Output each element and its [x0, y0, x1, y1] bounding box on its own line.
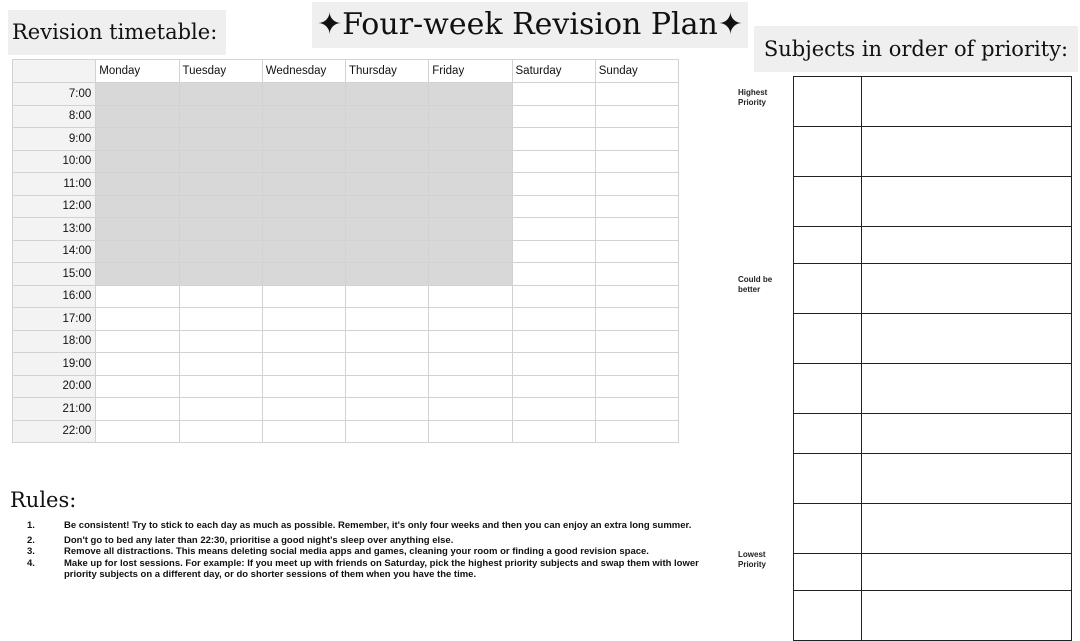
- priority-rank-cell[interactable]: [794, 364, 862, 414]
- timetable-cell[interactable]: [179, 330, 262, 353]
- priority-subject-cell[interactable]: [862, 591, 1072, 641]
- timetable-cell[interactable]: [96, 398, 179, 421]
- timetable-row: [13, 308, 679, 331]
- rule-item: [22, 558, 722, 581]
- timetable-cell[interactable]: [429, 398, 512, 421]
- timetable-cell[interactable]: [262, 218, 345, 241]
- revision-timetable: [12, 59, 679, 443]
- time-label: 7:00: [13, 83, 96, 106]
- time-label: 19:00: [13, 353, 96, 376]
- rules-list: [22, 520, 722, 581]
- timetable-cell[interactable]: [512, 263, 595, 286]
- timetable-cell[interactable]: [346, 353, 429, 376]
- priority-subject-cell[interactable]: [862, 314, 1072, 364]
- timetable-row: [13, 375, 679, 398]
- timetable-cell[interactable]: [346, 195, 429, 218]
- priority-subject-cell[interactable]: [862, 504, 1072, 554]
- timetable-cell[interactable]: [429, 240, 512, 263]
- priority-rank-cell[interactable]: [794, 554, 862, 591]
- timetable-row: [13, 240, 679, 263]
- timetable-cell[interactable]: [96, 420, 179, 443]
- timetable-row: [13, 285, 679, 308]
- timetable-cell[interactable]: [595, 105, 678, 128]
- timetable-cell[interactable]: [595, 83, 678, 106]
- time-label: 9:00: [13, 128, 96, 151]
- rule-text: Be consistent! Try to stick to each day as much as possible. Remember, it's only four weeks and then you can enjoy an extra long summer.: [64, 520, 692, 531]
- timetable-cell[interactable]: [595, 240, 678, 263]
- timetable-cell[interactable]: [179, 150, 262, 173]
- day-header-monday: Monday: [96, 60, 179, 83]
- timetable-cell[interactable]: [595, 398, 678, 421]
- timetable-cell[interactable]: [346, 218, 429, 241]
- timetable-cell[interactable]: [346, 375, 429, 398]
- time-label: 18:00: [13, 330, 96, 353]
- timetable-cell[interactable]: [429, 285, 512, 308]
- timetable-cell[interactable]: [96, 375, 179, 398]
- timetable-cell[interactable]: [96, 240, 179, 263]
- priority-row: [794, 591, 1072, 641]
- timetable-cell[interactable]: [346, 285, 429, 308]
- timetable-cell[interactable]: [346, 105, 429, 128]
- timetable-cell[interactable]: [262, 330, 345, 353]
- day-header-thursday: Thursday: [346, 60, 429, 83]
- timetable-cell[interactable]: [262, 83, 345, 106]
- timetable-cell[interactable]: [512, 218, 595, 241]
- timetable-cell[interactable]: [595, 195, 678, 218]
- timetable-cell[interactable]: [429, 308, 512, 331]
- day-header-saturday: Saturday: [512, 60, 595, 83]
- timetable-cell[interactable]: [179, 420, 262, 443]
- timetable-cell[interactable]: [595, 285, 678, 308]
- time-label: 12:00: [13, 195, 96, 218]
- timetable-cell[interactable]: [512, 195, 595, 218]
- timetable-cell[interactable]: [512, 330, 595, 353]
- timetable-cell[interactable]: [346, 420, 429, 443]
- time-label: 16:00: [13, 285, 96, 308]
- priority-rank-cell[interactable]: [794, 127, 862, 177]
- priority-rank-cell[interactable]: [794, 314, 862, 364]
- timetable-cell[interactable]: [429, 105, 512, 128]
- timetable-cell[interactable]: [595, 218, 678, 241]
- priority-row: [794, 127, 1072, 177]
- timetable-cell[interactable]: [262, 105, 345, 128]
- timetable-cell[interactable]: [179, 173, 262, 196]
- timetable-cell[interactable]: [262, 285, 345, 308]
- timetable-cell[interactable]: [262, 353, 345, 376]
- rule-item: [22, 520, 722, 532]
- timetable-cell[interactable]: [179, 240, 262, 263]
- rule-text: Remove all distractions. This means deleting social media apps and games, cleaning your room or finding a good revision space.: [64, 546, 649, 557]
- priority-rank-cell[interactable]: [794, 227, 862, 264]
- day-header-sunday: Sunday: [595, 60, 678, 83]
- timetable-cell[interactable]: [595, 375, 678, 398]
- timetable-cell[interactable]: [429, 375, 512, 398]
- priority-subject-cell[interactable]: [862, 264, 1072, 314]
- priority-subject-cell[interactable]: [862, 77, 1072, 127]
- timetable-cell[interactable]: [179, 105, 262, 128]
- priority-subject-cell[interactable]: [862, 364, 1072, 414]
- rule-item: [22, 535, 722, 547]
- rules-heading: Rules:: [8, 484, 84, 516]
- timetable-cell[interactable]: [346, 263, 429, 286]
- priority-rank-cell[interactable]: [794, 591, 862, 641]
- timetable-cell[interactable]: [262, 263, 345, 286]
- timetable-cell[interactable]: [96, 308, 179, 331]
- timetable-row: [13, 420, 679, 443]
- timetable-cell[interactable]: [512, 173, 595, 196]
- timetable-row: [13, 128, 679, 151]
- timetable-cell[interactable]: [346, 240, 429, 263]
- priority-row: [794, 364, 1072, 414]
- timetable-cell[interactable]: [512, 83, 595, 106]
- timetable-cell[interactable]: [512, 398, 595, 421]
- timetable-cell[interactable]: [179, 308, 262, 331]
- timetable-cell[interactable]: [595, 150, 678, 173]
- timetable-cell[interactable]: [179, 285, 262, 308]
- priority-subject-cell[interactable]: [862, 414, 1072, 454]
- timetable-cell[interactable]: [179, 83, 262, 106]
- timetable-row: [13, 195, 679, 218]
- priority-subject-cell[interactable]: [862, 454, 1072, 504]
- timetable-cell[interactable]: [595, 263, 678, 286]
- time-label: 17:00: [13, 308, 96, 331]
- timetable-cell[interactable]: [429, 195, 512, 218]
- rule-text: Make up for lost sessions. For example: If you meet up with friends on Saturday, pick the highest priority subjects and swap them with lower priority subjects on a different day, or do shorter sessions of them when you have the time.: [64, 557, 699, 580]
- priority-label-middle: Could be better: [738, 275, 773, 294]
- timetable-cell[interactable]: [262, 375, 345, 398]
- time-label: 14:00: [13, 240, 96, 263]
- time-label: 21:00: [13, 398, 96, 421]
- timetable-cell[interactable]: [96, 128, 179, 151]
- priority-rank-cell[interactable]: [794, 454, 862, 504]
- rule-number: 3.: [27, 546, 35, 557]
- timetable-cell[interactable]: [512, 353, 595, 376]
- timetable-cell[interactable]: [346, 173, 429, 196]
- timetable-cell[interactable]: [96, 105, 179, 128]
- priority-rank-cell[interactable]: [794, 77, 862, 127]
- rule-item: [22, 546, 722, 558]
- timetable-cell[interactable]: [346, 150, 429, 173]
- timetable-cell[interactable]: [262, 150, 345, 173]
- timetable-cell[interactable]: [512, 240, 595, 263]
- time-label: 15:00: [13, 263, 96, 286]
- timetable-cell[interactable]: [595, 353, 678, 376]
- priority-row: [794, 314, 1072, 364]
- timetable-cell[interactable]: [179, 263, 262, 286]
- priority-row: [794, 227, 1072, 264]
- timetable-cell[interactable]: [512, 105, 595, 128]
- day-header-tuesday: Tuesday: [179, 60, 262, 83]
- time-label: 22:00: [13, 420, 96, 443]
- timetable-cell[interactable]: [96, 150, 179, 173]
- priority-rank-cell[interactable]: [794, 177, 862, 227]
- timetable-cell[interactable]: [179, 398, 262, 421]
- timetable-cell[interactable]: [262, 420, 345, 443]
- timetable-cell[interactable]: [179, 128, 262, 151]
- priority-row: [794, 177, 1072, 227]
- timetable-cell[interactable]: [595, 308, 678, 331]
- priority-row: [794, 454, 1072, 504]
- timetable-cell[interactable]: [262, 308, 345, 331]
- timetable-cell[interactable]: [96, 173, 179, 196]
- priority-rank-cell[interactable]: [794, 414, 862, 454]
- rule-number: 4.: [27, 557, 35, 569]
- timetable-cell[interactable]: [429, 83, 512, 106]
- timetable-cell[interactable]: [429, 218, 512, 241]
- timetable-header-row: [13, 60, 679, 83]
- timetable-cell[interactable]: [346, 83, 429, 106]
- priority-row: [794, 554, 1072, 591]
- timetable-cell[interactable]: [96, 83, 179, 106]
- timetable-cell[interactable]: [512, 375, 595, 398]
- timetable-cell[interactable]: [346, 398, 429, 421]
- timetable-cell[interactable]: [429, 128, 512, 151]
- timetable-cell[interactable]: [429, 353, 512, 376]
- time-label: 10:00: [13, 150, 96, 173]
- timetable-cell[interactable]: [96, 218, 179, 241]
- timetable-row: [13, 173, 679, 196]
- rule-number: 2.: [27, 534, 35, 546]
- timetable-row: [13, 83, 679, 106]
- timetable-cell[interactable]: [346, 128, 429, 151]
- time-label: 20:00: [13, 375, 96, 398]
- priority-label-highest: Highest Priority: [738, 88, 768, 107]
- subjects-heading: Subjects in order of priority:: [754, 26, 1078, 72]
- timetable-cell[interactable]: [179, 218, 262, 241]
- timetable-row: [13, 105, 679, 128]
- timetable-cell[interactable]: [429, 173, 512, 196]
- timetable-row: [13, 218, 679, 241]
- timetable-cell[interactable]: [179, 195, 262, 218]
- priority-subject-cell[interactable]: [862, 127, 1072, 177]
- priority-row: [794, 264, 1072, 314]
- priority-subject-cell[interactable]: [862, 177, 1072, 227]
- timetable-cell[interactable]: [429, 420, 512, 443]
- timetable-cell[interactable]: [512, 128, 595, 151]
- timetable-cell[interactable]: [262, 240, 345, 263]
- timetable-cell[interactable]: [262, 128, 345, 151]
- timetable-corner-cell: [13, 60, 96, 83]
- timetable-cell[interactable]: [96, 263, 179, 286]
- timetable-heading: Revision timetable:: [8, 10, 226, 55]
- timetable-cell[interactable]: [346, 330, 429, 353]
- priority-row: [794, 414, 1072, 454]
- timetable-row: [13, 398, 679, 421]
- timetable-cell[interactable]: [512, 308, 595, 331]
- timetable-cell[interactable]: [96, 330, 179, 353]
- page-title: ✦Four-week Revision Plan✦: [312, 2, 748, 48]
- priority-rank-cell[interactable]: [794, 264, 862, 314]
- timetable-cell[interactable]: [595, 128, 678, 151]
- timetable-cell[interactable]: [96, 195, 179, 218]
- timetable-cell[interactable]: [512, 420, 595, 443]
- time-label: 13:00: [13, 218, 96, 241]
- timetable-cell[interactable]: [96, 285, 179, 308]
- timetable-cell[interactable]: [262, 398, 345, 421]
- timetable-cell[interactable]: [595, 173, 678, 196]
- day-header-friday: Friday: [429, 60, 512, 83]
- priority-table: [793, 76, 1072, 641]
- priority-label-lowest: Lowest Priority: [738, 550, 767, 569]
- timetable-row: [13, 330, 679, 353]
- priority-subject-cell[interactable]: [862, 554, 1072, 591]
- timetable-cell[interactable]: [429, 330, 512, 353]
- rule-number: 1.: [27, 520, 35, 531]
- timetable-row: [13, 263, 679, 286]
- timetable-cell[interactable]: [96, 353, 179, 376]
- timetable-row: [13, 353, 679, 376]
- timetable-cell[interactable]: [512, 285, 595, 308]
- priority-row: [794, 77, 1072, 127]
- timetable-cell[interactable]: [179, 375, 262, 398]
- priority-row: [794, 504, 1072, 554]
- timetable-cell[interactable]: [595, 330, 678, 353]
- time-label: 8:00: [13, 105, 96, 128]
- priority-subject-cell[interactable]: [862, 227, 1072, 264]
- priority-rank-cell[interactable]: [794, 504, 862, 554]
- timetable-cell[interactable]: [429, 150, 512, 173]
- rule-text: Don't go to bed any later than 22:30, prioritise a good night's sleep over anything else.: [64, 534, 454, 546]
- time-label: 11:00: [13, 173, 96, 196]
- day-header-wednesday: Wednesday: [262, 60, 345, 83]
- timetable-cell[interactable]: [595, 420, 678, 443]
- timetable-cell[interactable]: [262, 195, 345, 218]
- timetable-cell[interactable]: [512, 150, 595, 173]
- timetable-cell[interactable]: [179, 353, 262, 376]
- timetable-row: [13, 150, 679, 173]
- timetable-cell[interactable]: [262, 173, 345, 196]
- timetable-cell[interactable]: [346, 308, 429, 331]
- timetable-cell[interactable]: [429, 263, 512, 286]
